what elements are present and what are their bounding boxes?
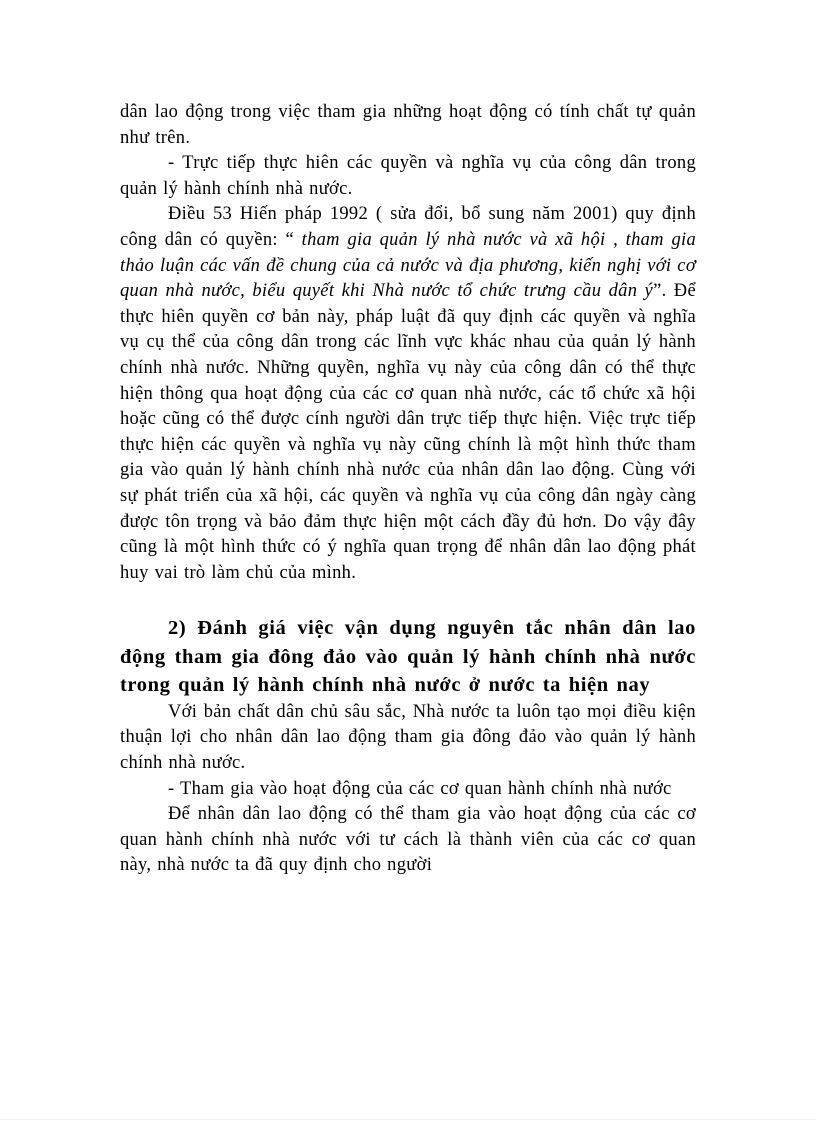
constitution-quote: tham gia quản lý nhà nước và xã hội , tham gia thảo luận các vấn đề chung của cả nước và địa phương, kiến nghị với cơ quan nhà nước, biểu quyết khi Nhà nước tổ chức trưng cầu dân ý — [120, 229, 696, 302]
article-53-intro: Điều 53 Hiến pháp 1992 ( sửa đổi, bổ sung năm 2001) quy định công dân có quyền: “ — [120, 204, 696, 250]
paragraph-article-53 — [120, 202, 696, 586]
page-bottom-edge — [0, 1119, 816, 1120]
paragraph-democratic-nature: Với bản chất dân chủ sâu sắc, Nhà nước ta luôn tạo mọi điều kiện thuận lợi cho nhân dân lao động tham gia đông đảo vào quản lý hành chính nhà nước. — [120, 701, 696, 773]
paragraph-direct-rights: - Trực tiếp thực hiên các quyền và nghĩa vụ của công dân trong quản lý hành chính nhà nước. — [120, 153, 696, 199]
document-page — [120, 100, 696, 879]
section-heading: 2) Đánh giá việc vận dụng nguyên tắc nhân dân lao động tham gia đông đảo vào quản lý hành chính nhà nước trong quản lý hành chính nhà nước ở nước ta hiện nay — [120, 617, 696, 697]
article-53-explanation: ”. Để thực hiên quyền cơ bản này, pháp luật đã quy định các quyền và nghĩa vụ cụ thể của công dân trong các lĩnh vực khác nhau của quản lý hành chính nhà nước. Những quyền, nghĩa vụ này của công dân có thể thực hiện thông qua hoạt động của các cơ quan nhà nước, các tổ chức xã hội hoặc cũng có thể được cính người dân trực tiếp thực hiện. Việc trực tiếp thực hiện các quyền và nghĩa vụ này cũng chính là một hình thức tham gia vào quản lý hành chính nhà nước của nhân dân lao động. Cùng với sự phát triển của xã hội, các quyền và nghĩa vụ của công dân ngày càng được tôn trọng và bảo đảm thực hiện một cách đầy đủ hơn. Do vậy đây cũng là một hình thức có ý nghĩa quan trọng để nhân dân lao động phát huy vai trò làm chủ của mình. — [120, 281, 696, 583]
paragraph-continuation: dân lao động trong việc tham gia những hoạt động có tính chất tự quản như trên. — [120, 102, 696, 148]
paragraph-participation-detail: Để nhân dân lao động có thể tham gia vào hoạt động của các cơ quan hành chính nhà nước với tư cách là thành viên của các cơ quan này, nhà nước ta đã quy định cho người — [120, 804, 696, 876]
paragraph-participation-bullet: - Tham gia vào hoạt động của các cơ quan hành chính nhà nước — [168, 778, 672, 799]
